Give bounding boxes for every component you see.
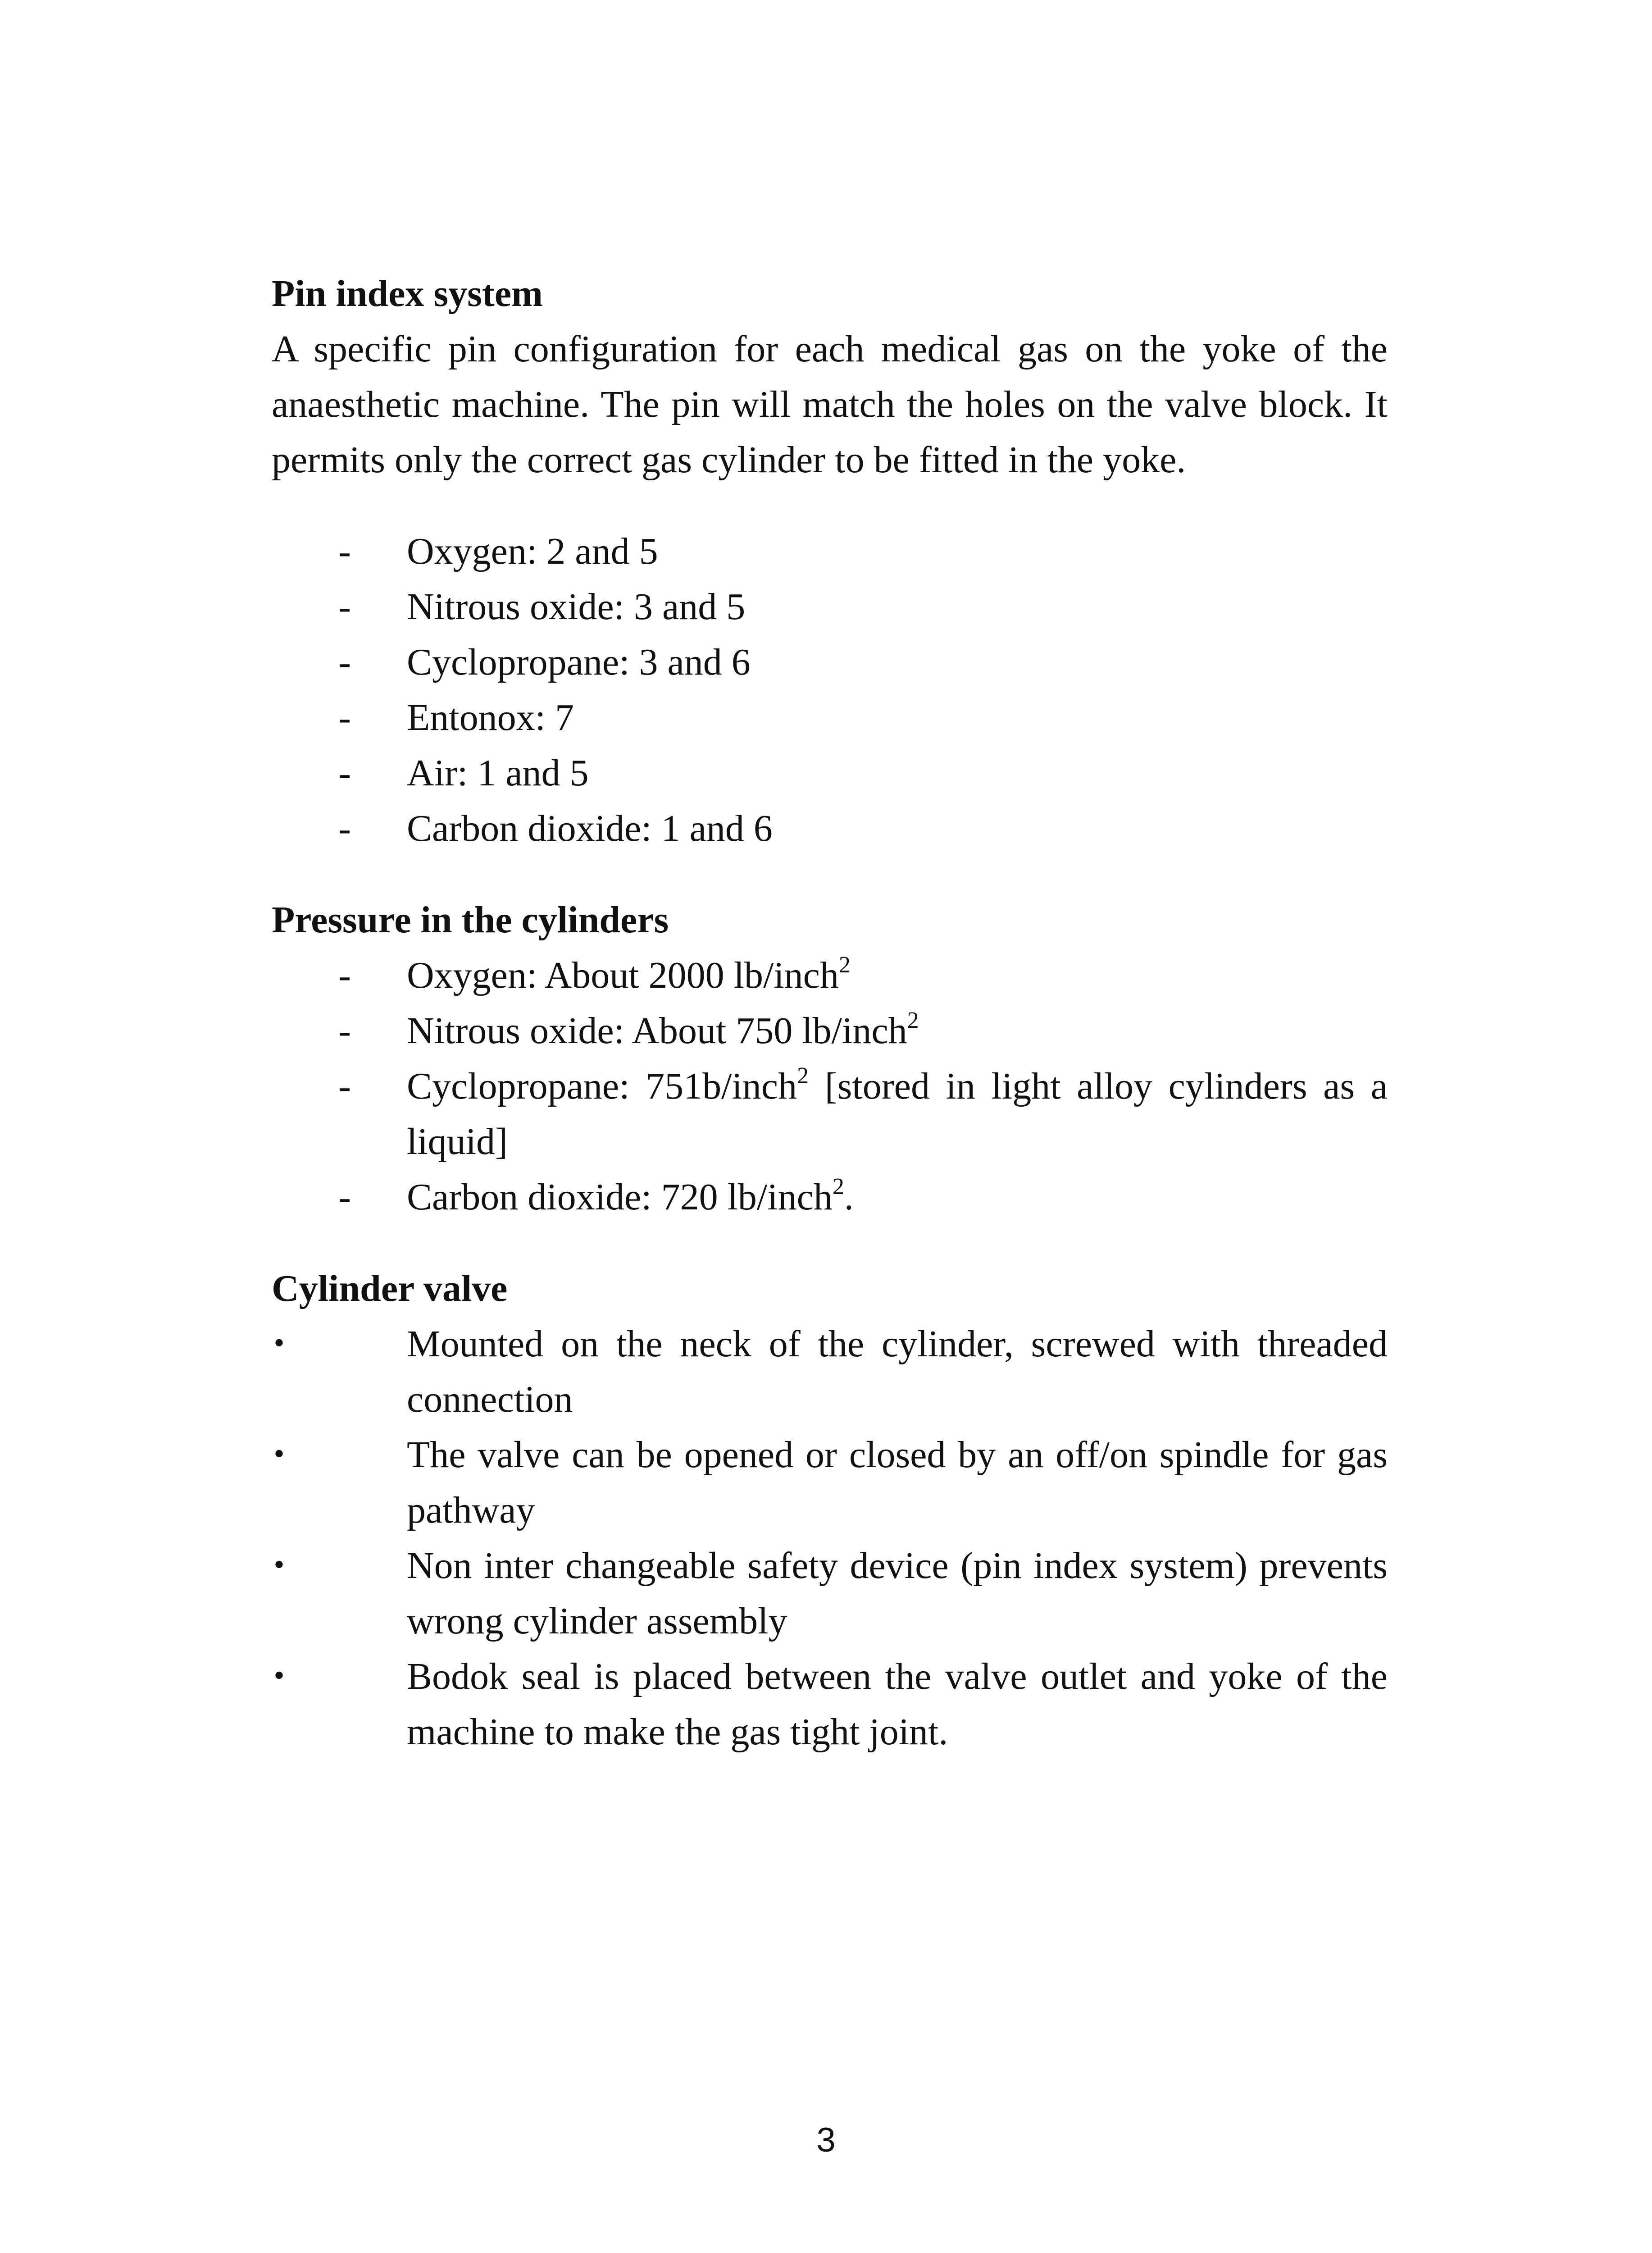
bullet-marker: • [272, 1662, 287, 1691]
dash-marker: - [338, 697, 351, 739]
list-item-text: Air: 1 and 5 [407, 752, 589, 794]
list-item [272, 634, 1388, 690]
list-item-text: Nitrous oxide: 3 and 5 [407, 586, 746, 628]
pin-index-list [272, 524, 1388, 856]
bullet-marker: • [272, 1440, 287, 1469]
list-item [272, 579, 1388, 634]
cylinder-valve-heading: Cylinder valve [272, 1268, 508, 1309]
pressure-heading: Pressure in the cylinders [272, 899, 669, 941]
list-item [272, 1316, 1388, 1427]
list-item-suffix: . [844, 1176, 854, 1218]
cylinder-valve-list [272, 1316, 1388, 1760]
list-item [272, 1058, 1388, 1169]
list-item [272, 745, 1388, 801]
list-item [272, 1003, 1388, 1058]
list-item [272, 801, 1388, 856]
list-item-text: Oxygen: About 2000 lb/inch [407, 954, 839, 996]
pin-index-heading: Pin index system [272, 273, 543, 315]
superscript: 2 [907, 1008, 919, 1033]
list-item [272, 524, 1388, 579]
list-item-text: Cyclopropane: 751b/inch [407, 1065, 797, 1107]
superscript: 2 [838, 952, 851, 978]
dash-marker: - [338, 807, 351, 849]
dash-marker: - [338, 641, 351, 683]
list-item-text: Mounted on the neck of the cylinder, screwed with threaded connection [407, 1323, 1388, 1420]
list-item-text: Non inter changeable safety device (pin index system) prevents wrong cylinder assembly [407, 1545, 1388, 1642]
list-item-text: Carbon dioxide: 1 and 6 [407, 807, 773, 849]
page-number: 3 [816, 2121, 836, 2159]
list-item [272, 1649, 1388, 1760]
spacer [272, 488, 1388, 524]
list-item-suffix: [stored in light alloy cylinders as a liquid] [407, 1065, 1388, 1163]
list-item [272, 948, 1388, 1003]
bullet-marker: • [272, 1551, 287, 1580]
bullet-marker: • [272, 1329, 287, 1359]
spacer [272, 1225, 1388, 1261]
list-item-text: Bodok seal is placed between the valve outlet and yoke of the machine to make the gas tight joint. [407, 1656, 1388, 1753]
list-item-text: Nitrous oxide: About 750 lb/inch [407, 1010, 907, 1052]
spacer [272, 856, 1388, 892]
list-item-text: Oxygen: 2 and 5 [407, 530, 658, 572]
dash-marker: - [338, 1176, 351, 1218]
list-item-text: Entonox: 7 [407, 697, 574, 739]
pin-index-paragraph: A specific pin configuration for each medical gas on the yoke of the anaesthetic machine. The pin will match the holes on the valve block. It permits only the correct gas cylinder to be fitted in the yoke. [272, 328, 1388, 481]
dash-marker: - [338, 586, 351, 628]
list-item-text: Cyclopropane: 3 and 6 [407, 641, 751, 683]
list-item-text: Carbon dioxide: 720 lb/inch [407, 1176, 833, 1218]
page-content [272, 266, 1388, 1760]
dash-marker: - [338, 954, 351, 996]
pressure-list [272, 948, 1388, 1225]
superscript: 2 [797, 1063, 809, 1089]
dash-marker: - [338, 1065, 351, 1107]
dash-marker: - [338, 530, 351, 572]
list-item [272, 690, 1388, 745]
list-item-text: The valve can be opened or closed by an off/on spindle for gas pathway [407, 1434, 1388, 1531]
dash-marker: - [338, 752, 351, 794]
dash-marker: - [338, 1010, 351, 1052]
list-item [272, 1427, 1388, 1538]
list-item [272, 1169, 1388, 1225]
superscript: 2 [832, 1174, 844, 1199]
list-item [272, 1538, 1388, 1649]
